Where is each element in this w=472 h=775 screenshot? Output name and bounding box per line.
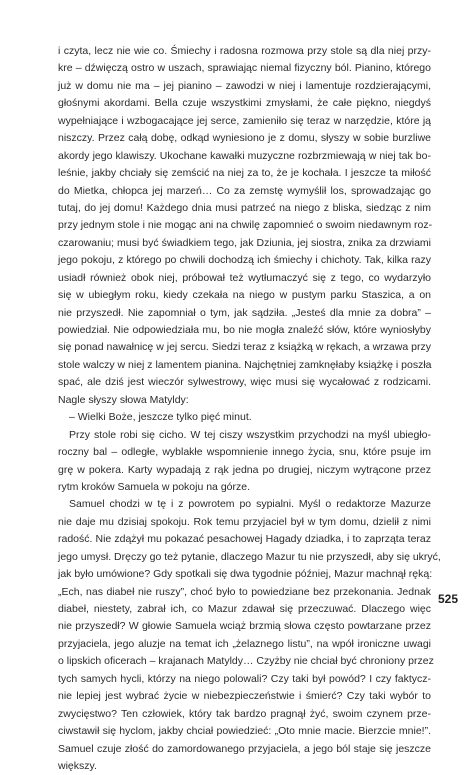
text-line: i czyta, lecz nie wie co. Śmiechy i radosna rozmowa przy stole są dla niej przy-	[58, 45, 431, 57]
text-line: grę w pokera. Karty wypadają z rąk jedna po drugiej, niczym wytrącone przez	[58, 463, 431, 476]
text-line: roczny bal – odległe, wyblakłe wspomnienie innego życia, snu, które psuje im	[58, 446, 431, 459]
dialogue-line: – Wielki Boże, jeszcze tylko pięć minut.	[69, 411, 252, 424]
text-line: o lipskich oficerach – krajanach Matyldy… Czyżby nie chciał być chroniony przez	[58, 655, 434, 668]
text-line: głośnymi akordami. Bella czuje wszystkimi zmysłami, że całe piękno, niegdyś	[58, 97, 431, 110]
text-line: zwycięstwo? Ten człowiek, który tak bardzo pragnął żyć, swoim czynem prze-	[58, 707, 431, 720]
text-line: większy.	[58, 759, 97, 772]
text-line: już w domu nie ma – jej pianino – zawodzi w niej i lamentuje rozdzierającymi,	[58, 79, 431, 92]
text-line: się ponad nawałnicę w jej sercu. Siedzi teraz z książką w rękach, a wrzawa przy	[58, 341, 431, 354]
text-line: nie lepiej jest wybrać życie w niebezpieczeństwie i śmierć? Czy taki wybór to	[58, 690, 431, 703]
text-line: się w ubiegłym roku, kiedy czekała na niego w pustym parku Staszica, a on	[58, 289, 431, 302]
text-line: kre – dźwięczą ostro w uszach, sprawiając niemal fizyczny ból. Pianino, którego	[58, 62, 431, 75]
page-number: 525	[438, 592, 459, 606]
text-line: nie przyszedł? W głowie Samuela wciąż brzmią słowa często powtarzane przez	[58, 620, 431, 633]
body-text	[58, 43, 441, 775]
text-line: Samuel chodzi w tę i z powrotem po sypialni. Myśl o redaktorze Mazurze	[69, 498, 431, 511]
text-line: czarowaniu; musi być świadkiem tego, jak Dziunia, jej siostra, znika za drzwiami	[58, 236, 431, 249]
text-line: Nagle słyszy słowa Matyldy:	[58, 393, 189, 406]
text-line: usiadł również obok niej, próbował też wytłumaczyć się z tego, co wydarzyło	[58, 271, 431, 284]
text-line: niszczy. Przez całą dobę, odkąd wyniesiono je z domu, słyszy w sobie burzliwe	[58, 132, 431, 145]
text-line: stole walczy w niej z lamentem pianina. Najchętniej zamknęłaby książkę i poszła	[58, 358, 432, 371]
text-line: „Ech, nas diabeł nie ruszy”, choć było to powiedziane bez przekonania. Jednak	[58, 585, 431, 598]
text-line: tutaj, do jej domu! Każdego dnia musi patrzeć na niego z bliska, siedząc z nim	[58, 201, 431, 214]
text-line: do Mietka, chłopca jej marzeń… Co za zemstę wymyślił los, sprowadzając go	[58, 184, 431, 197]
text-line: przy jednym stole i nie mogąc ani na chwilę zapomnieć o swoim niedawnym roz-	[58, 219, 433, 232]
text-line: tych samych hycli, którzy na niego polowali? Czy taki był powód? I czy faktycz-	[58, 672, 431, 685]
text-line: powiedział. Nie odpowiedziała mu, bo nie mogła znaleźć słów, które wyniosłyby	[58, 324, 431, 336]
text-line: jego umysł. Dręczy go też pytanie, dlaczego Mazur tu nie przyszedł, aby się ukryć,	[58, 550, 441, 563]
text-line: radość. Nie zdążył mu pokazać pesachowej Hagady dziadka, i to zaprząta teraz	[58, 533, 431, 546]
text-line: przyjaciela, jego aluzje na temat ich „żelaznego listu”, na wpół ironiczne uwagi	[58, 637, 431, 650]
text-line: leśnie, jakby chciały się zemścić na niej za to, że je kochała. I jeszcze ta miłość	[58, 167, 431, 180]
text-line: jak było umówione? Gdy spotkali się dwa tygodnie później, Mazur machnął ręką:	[58, 568, 433, 581]
text-line: wypełniające i wzbogacające jej serce, zamieniło się teraz w narzędzie, które ją	[58, 114, 431, 127]
text-line: spać, ale dziś jest wieczór sylwestrowy, więc musi się wycałować z rodzicami.	[58, 376, 431, 389]
text-line: ciwstawił się hyclom, jakby chciał powiedzieć: „Oto mnie macie. Bierzcie mnie!”.	[58, 725, 431, 738]
text-line: nie przyszedł. Nie zapomniał o tym, jak sądziła. „Jesteś dla mnie za dobra” –	[58, 306, 431, 319]
text-line: nie daje mu dzisiaj spokoju. Rok temu przyjaciel był w tym domu, dzielił z nimi	[58, 515, 431, 528]
text-line: Samuel czuje złość do zamordowanego przyjaciela, a jego ból staje się jeszcze	[58, 742, 431, 755]
text-line: diabeł, niestety, zabrał ich, co Mazur zdawał się przeczuwać. Dlaczego więc	[58, 603, 431, 615]
text-line: rytm kroków Samuela w pokoju na górze.	[58, 480, 250, 493]
text-line: jego pokoju, z którego po chwili dochodzą ich śmiechy i chichoty. Tak, kilka razy	[58, 254, 431, 267]
text-line: Przy stole robi się cicho. W tej ciszy wszystkim przychodzi na myśl ubiegło-	[69, 428, 431, 441]
text-line: akordy jego klawiszy. Ukochane kawałki muzyczne rozbrzmiewają w niej tak bo-	[58, 149, 431, 162]
